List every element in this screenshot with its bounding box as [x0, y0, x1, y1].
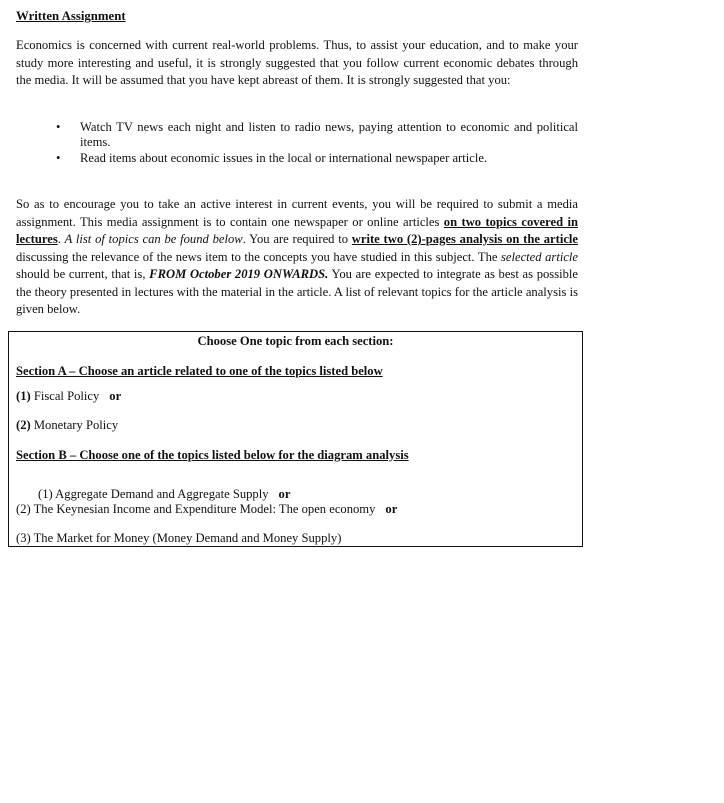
assignment-text: should be current, that is, [16, 267, 150, 281]
assignment-italic: A list of topics can be found below [64, 232, 243, 246]
list-item-text: Watch TV news each night and listen to radio news, paying attention to economic and political items. [80, 120, 578, 149]
section-b-item [16, 531, 341, 546]
topics-heading: Choose One topic from each section: [197, 334, 394, 348]
list-item [56, 151, 578, 166]
item-label: (1) Aggregate Demand and Aggregate Supply [34, 487, 269, 501]
suggestion-list [56, 120, 578, 168]
assignment-emphasis: on two topics covered in lectures [16, 214, 578, 246]
section-b-title: Section B – Choose one of the topics listed below for the diagram analysis [16, 448, 409, 462]
item-label: Monetary Policy [30, 418, 119, 432]
assignment-text: . You are required to [242, 232, 352, 246]
assignment-text: You are expected to integrate as best as possible the theory presented in lectures with the material in the article. A list of relevant topics for the article analysis is given below. [16, 267, 578, 316]
topics-box [8, 331, 583, 547]
item-label: (2) The Keynesian Income and Expenditure Model: The open economy [16, 502, 376, 516]
item-label: (3) The Market for Money (Money Demand and Money Supply) [16, 531, 342, 545]
bullet-icon: • [56, 120, 61, 134]
section-a-title: Section A – Choose an article related to one of the topics listed below [16, 364, 383, 378]
assignment-text: . [57, 232, 65, 246]
intro-paragraph: Economics is concerned with current real-world problems. Thus, to assist your education, and to make your study more interesting and useful, it is strongly suggested that you follow current economic debates through the media. It will be assumed that you have kept abreast of them. It is strongly suggested that you: [16, 38, 578, 87]
list-item [56, 120, 578, 149]
section-b-item [16, 502, 397, 517]
or-connector: or [385, 502, 398, 516]
section-a-item [16, 418, 118, 433]
list-item-text: Read items about economic issues in the local or international newspaper article. [80, 151, 488, 165]
section-a-item [16, 389, 121, 404]
assignment-paragraph [16, 196, 578, 319]
assignment-text: discussing the relevance of the news item to the concepts you have studied in this subject. The [16, 249, 502, 264]
item-number: (1) [16, 389, 31, 403]
document-title: Written Assignment [16, 9, 126, 23]
item-label: Fiscal Policy [30, 389, 100, 403]
assignment-emphasis: write two (2)-pages analysis on the article [351, 232, 579, 246]
date-requirement: FROM October 2019 ONWARDS. [149, 267, 329, 281]
bullet-icon: • [56, 151, 61, 165]
or-connector: or [278, 487, 291, 501]
or-connector: or [109, 389, 122, 403]
assignment-italic: selected article [501, 249, 578, 264]
assignment-text: So as to encourage you to take an active interest in current events, you will be required to submit a media assignment. This media assignment is to contain one newspaper or online articles [16, 197, 578, 229]
item-number: (2) [16, 418, 31, 432]
